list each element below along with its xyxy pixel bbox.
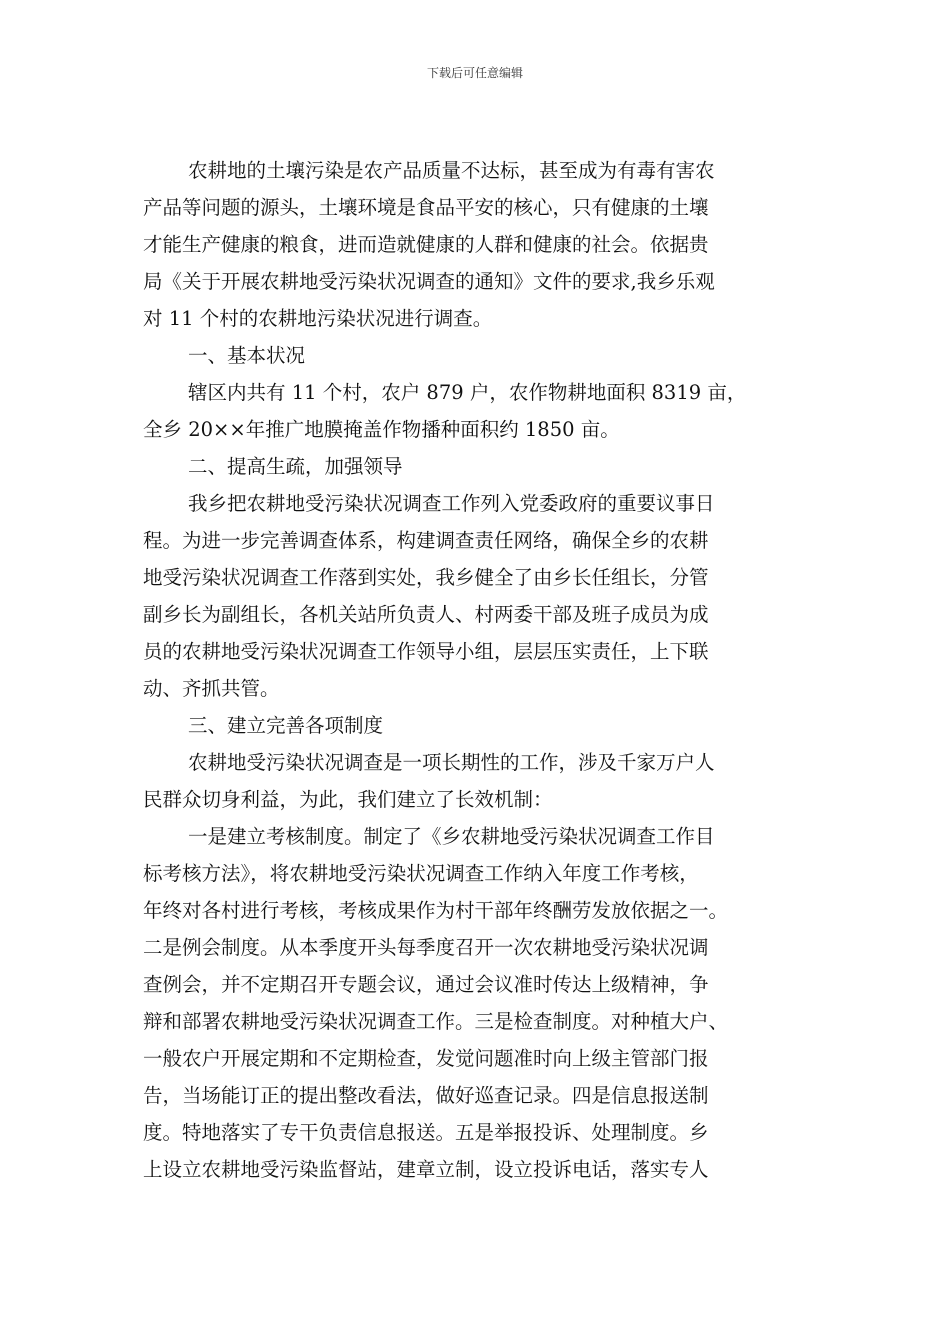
text-line: 度。特地落实了专干负责信息报送。五是举报投诉、处理制度。乡 [143, 1121, 709, 1144]
text-line: 二是例会制度。从本季度开头每季度召开一次农耕地受污染状况调 [143, 936, 709, 959]
text-line: 三、建立完善各项制度 [188, 714, 384, 737]
text-line: 局《关于开展农耕地受污染状况调查的通知》文件的要求,我乡乐观 [143, 270, 715, 293]
text-line: 查例会，并不定期召开专题会议，通过会议准时传达上级精神，争 [143, 973, 709, 996]
text-line: 员的农耕地受污染状况调查工作领导小组，层层压实责任，上下联 [143, 640, 709, 663]
text-line: 产品等问题的源头，土壤环境是食品平安的核心，只有健康的土壤 [143, 196, 709, 219]
text-line: 我乡把农耕地受污染状况调查工作列入党委政府的重要议事日 [188, 492, 715, 515]
text-line: 动、齐抓共管。 [143, 677, 280, 700]
text-line: 辩和部署农耕地受污染状况调查工作。三是检查制度。对种植大户、 [143, 1010, 729, 1033]
text-line: 年终对各村进行考核，考核成果作为村干部年终酬劳发放依据之一。 [143, 899, 729, 922]
text-line: 一、基本状况 [188, 344, 306, 367]
text-line: 上设立农耕地受污染监督站，建章立制，设立投诉电话，落实专人 [143, 1158, 709, 1181]
document-body [143, 152, 808, 1188]
text-line: 一般农户开展定期和不定期检查，发觉问题准时向上级主管部门报 [143, 1047, 709, 1070]
text-line: 程。为进一步完善调查体系，构建调查责任网络，确保全乡的农耕 [143, 529, 709, 552]
text-line: 二、提高生疏，加强领导 [188, 455, 403, 478]
text-line: 才能生产健康的粮食，进而造就健康的人群和健康的社会。依据贵 [143, 233, 709, 256]
text-line: 全乡 20××年推广地膜掩盖作物播种面积约 1850 亩。 [143, 418, 620, 441]
text-line: 一是建立考核制度。制定了《乡农耕地受污染状况调查工作目 [188, 825, 715, 848]
text-line: 告，当场能订正的提出整改看法，做好巡查记录。四是信息报送制 [143, 1084, 709, 1107]
text-line: 标考核方法》，将农耕地受污染状况调查工作纳入年度工作考核， [143, 862, 699, 885]
text-line: 民群众切身利益，为此，我们建立了长效机制： [143, 788, 553, 811]
text-line: 副乡长为副组长，各机关站所负责人、村两委干部及班子成员为成 [143, 603, 709, 626]
text-line: 对 11 个村的农耕地污染状况进行调查。 [143, 307, 493, 330]
text-line: 地受污染状况调查工作落到实处，我乡健全了由乡长任组长，分管 [143, 566, 709, 589]
text-line: 辖区内共有 11 个村，农户 879 户，农作物耕地面积 8319 亩， [188, 381, 747, 404]
text-line: 农耕地受污染状况调查是一项长期性的工作，涉及千家万户人 [188, 751, 715, 774]
page-header: 下载后可任意编辑 [426, 66, 523, 80]
text-line: 农耕地的土壤污染是农产品质量不达标，甚至成为有毒有害农 [188, 159, 715, 182]
